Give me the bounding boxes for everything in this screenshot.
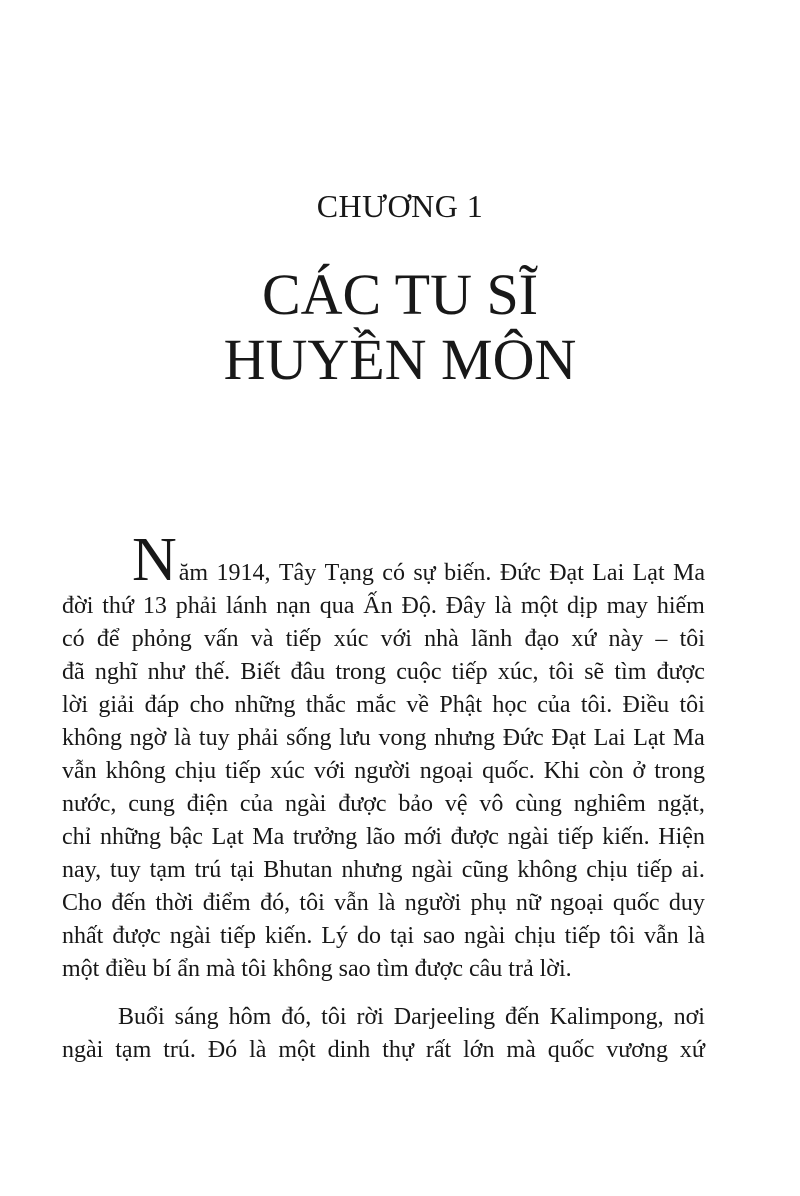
word: trưởng bbox=[292, 824, 358, 850]
word: đã bbox=[62, 659, 85, 685]
word: có bbox=[62, 626, 85, 652]
word: thế. bbox=[194, 659, 231, 685]
word: Đạt bbox=[551, 725, 586, 751]
word: ngoại bbox=[419, 758, 474, 784]
word: những bbox=[234, 692, 296, 718]
paragraph bbox=[62, 526, 705, 986]
paragraph bbox=[62, 1001, 705, 1067]
word: còn bbox=[588, 758, 624, 784]
word: tại bbox=[390, 923, 415, 949]
word: không bbox=[517, 857, 578, 883]
word: mới bbox=[403, 824, 442, 850]
word: – bbox=[655, 626, 668, 652]
word: Hiện bbox=[658, 824, 705, 850]
word: tiếp bbox=[285, 626, 322, 652]
word: của bbox=[239, 791, 274, 817]
text-line bbox=[62, 722, 705, 755]
word: thứ bbox=[102, 593, 134, 619]
word: tạm bbox=[149, 857, 186, 883]
text-line bbox=[62, 887, 705, 920]
word: qua bbox=[319, 593, 355, 619]
word: Đó bbox=[207, 1037, 238, 1063]
word: về bbox=[406, 692, 430, 718]
word: Kalimpong, bbox=[549, 1004, 664, 1030]
word: điểm bbox=[202, 890, 251, 916]
word: cùng bbox=[515, 791, 562, 817]
word: Ma bbox=[672, 725, 705, 751]
word: điện bbox=[186, 791, 229, 817]
word: nhưng bbox=[434, 725, 496, 751]
word: trong bbox=[335, 659, 387, 685]
word: Khi bbox=[543, 758, 580, 784]
word: đâu bbox=[290, 659, 326, 685]
word: dịp bbox=[567, 593, 598, 619]
word: Đức bbox=[502, 725, 544, 751]
word: đó, bbox=[260, 890, 291, 916]
word: được bbox=[112, 923, 161, 949]
word: Ấn bbox=[363, 593, 393, 619]
word: phỏng bbox=[131, 626, 192, 652]
word: tôi bbox=[321, 1004, 347, 1030]
word: cũng bbox=[461, 857, 509, 883]
body-text bbox=[62, 526, 705, 1067]
word: cuộc bbox=[396, 659, 442, 685]
word: tại bbox=[230, 857, 255, 883]
word: có bbox=[382, 560, 405, 586]
word: học bbox=[492, 692, 527, 718]
word: vương bbox=[606, 1037, 668, 1063]
word: mắc bbox=[356, 692, 397, 718]
text-line bbox=[62, 656, 705, 689]
word: Phật bbox=[439, 692, 483, 718]
word: chịu bbox=[514, 923, 556, 949]
word: ngoại bbox=[550, 890, 604, 916]
word: xứ bbox=[571, 626, 597, 652]
word: cho bbox=[189, 692, 225, 718]
word: vẫn bbox=[334, 890, 369, 916]
word: và bbox=[250, 626, 274, 652]
word: là bbox=[378, 890, 396, 916]
word: ngài bbox=[169, 923, 212, 949]
word: xúc, bbox=[497, 659, 539, 685]
word: ngặt, bbox=[657, 791, 705, 817]
word: tìm bbox=[614, 659, 647, 685]
text-line: một điều bí ẩn mà tôi không sao tìm được câu trả lời. bbox=[62, 956, 572, 982]
word: nghiêm bbox=[573, 791, 646, 817]
word: chịu bbox=[174, 758, 217, 784]
word: ngài bbox=[62, 1037, 104, 1063]
word: để bbox=[96, 626, 120, 652]
text-line bbox=[62, 623, 705, 656]
word: được bbox=[450, 824, 499, 850]
word: dinh bbox=[327, 1037, 371, 1063]
word: nhưng bbox=[341, 857, 403, 883]
word: Lý bbox=[321, 923, 349, 949]
word: lưu bbox=[339, 725, 371, 751]
word: hiếm bbox=[656, 593, 705, 619]
chapter-title-line-1: CÁC TU SĨ bbox=[261, 262, 539, 327]
word: bậc bbox=[169, 824, 203, 850]
word: tôi bbox=[679, 626, 705, 652]
word: giải bbox=[98, 692, 135, 718]
word: may bbox=[606, 593, 648, 619]
word: đạo bbox=[524, 626, 560, 652]
word: không bbox=[62, 725, 122, 751]
word: mà bbox=[506, 1037, 536, 1063]
word: lời bbox=[62, 692, 89, 718]
word: tiếp bbox=[225, 758, 262, 784]
word: thắc bbox=[305, 692, 346, 718]
word: phải bbox=[237, 725, 279, 751]
word: nhất bbox=[62, 923, 104, 949]
word: quốc. bbox=[482, 758, 535, 784]
word: 1914, bbox=[216, 560, 271, 586]
text-line bbox=[62, 689, 705, 722]
word: sáng bbox=[174, 1004, 219, 1030]
word: nạn bbox=[276, 593, 311, 619]
word: rời bbox=[356, 1004, 384, 1030]
word: phải bbox=[175, 593, 218, 619]
word: sẽ bbox=[584, 659, 605, 685]
word: Tây bbox=[278, 560, 317, 586]
chapter-label: CHƯƠNG 1 bbox=[316, 188, 484, 224]
word: tiếp bbox=[564, 923, 601, 949]
word: lánh bbox=[225, 593, 268, 619]
word: như bbox=[147, 659, 185, 685]
word: Độ. bbox=[401, 593, 437, 619]
word: vấn bbox=[203, 626, 239, 652]
word: được bbox=[338, 791, 387, 817]
word: 13 bbox=[142, 593, 167, 619]
word: sự bbox=[413, 560, 436, 586]
word: ngờ bbox=[129, 725, 167, 751]
word: nước, bbox=[62, 791, 117, 817]
word: với bbox=[380, 626, 412, 652]
word: người bbox=[354, 758, 411, 784]
word: cung bbox=[128, 791, 175, 817]
text-line bbox=[62, 854, 705, 887]
word: những bbox=[99, 824, 161, 850]
text-line bbox=[62, 1034, 705, 1067]
word: trong bbox=[654, 758, 705, 784]
word: là bbox=[494, 593, 512, 619]
word: của bbox=[537, 692, 571, 718]
word: biến. bbox=[444, 560, 492, 586]
text-line bbox=[62, 821, 705, 854]
word: một bbox=[520, 593, 559, 619]
word: Ma bbox=[252, 824, 285, 850]
word: Điều bbox=[622, 692, 670, 718]
word: này bbox=[608, 626, 644, 652]
word: tuy bbox=[110, 857, 141, 883]
word: đời bbox=[62, 593, 94, 619]
word: ngài bbox=[464, 923, 506, 949]
text-line bbox=[62, 920, 705, 953]
word: tôi. bbox=[580, 692, 613, 718]
word: xúc bbox=[270, 758, 305, 784]
word: ngài bbox=[285, 791, 327, 817]
text-line bbox=[62, 590, 705, 623]
word: ngài bbox=[507, 824, 549, 850]
word: nay, bbox=[62, 857, 102, 883]
word: ngài bbox=[411, 857, 453, 883]
word: tiếp bbox=[557, 824, 594, 850]
word: tiếp bbox=[636, 857, 673, 883]
word: duy bbox=[668, 890, 705, 916]
word: Năm bbox=[132, 526, 209, 594]
word: Darjeeling bbox=[393, 1004, 496, 1030]
word: Đây bbox=[445, 593, 486, 619]
word: tôi bbox=[299, 890, 325, 916]
word: Lạt bbox=[633, 725, 666, 751]
word: Lạt bbox=[211, 824, 244, 850]
word: ai. bbox=[681, 857, 705, 883]
text-line bbox=[62, 526, 705, 594]
word: hôm bbox=[228, 1004, 272, 1030]
word: do bbox=[357, 923, 382, 949]
word: là bbox=[173, 725, 192, 751]
word: kiến. bbox=[602, 824, 650, 850]
word: Lai bbox=[592, 560, 625, 586]
word: Buổi bbox=[118, 1004, 165, 1030]
word: là bbox=[249, 1037, 267, 1063]
word: đó, bbox=[281, 1004, 312, 1030]
word: Tạng bbox=[324, 560, 374, 586]
word: tôi bbox=[679, 692, 705, 718]
text-line bbox=[62, 755, 705, 788]
chapter-title bbox=[0, 262, 800, 392]
word: ở bbox=[632, 758, 646, 784]
word: đến bbox=[505, 1004, 540, 1030]
text-line bbox=[62, 1001, 705, 1034]
word: thời bbox=[155, 890, 194, 916]
word: sống bbox=[286, 725, 332, 751]
word: nữ bbox=[515, 890, 541, 916]
word: quốc bbox=[612, 890, 660, 916]
word: đáp bbox=[144, 692, 180, 718]
word: Cho bbox=[62, 890, 103, 916]
word: chịu bbox=[586, 857, 628, 883]
word: là bbox=[687, 923, 705, 949]
word: trú. bbox=[163, 1037, 196, 1063]
text-line bbox=[62, 788, 705, 821]
word: vệ bbox=[444, 791, 468, 817]
word: Lai bbox=[593, 725, 626, 751]
word: bảo bbox=[398, 791, 434, 817]
word: Bhutan bbox=[263, 857, 333, 883]
word: nhà bbox=[424, 626, 459, 652]
word: thự bbox=[382, 1037, 414, 1063]
word: tuy bbox=[198, 725, 230, 751]
word: vô bbox=[479, 791, 504, 817]
word: không bbox=[105, 758, 166, 784]
word: chỉ bbox=[62, 824, 92, 850]
word: kiến. bbox=[265, 923, 313, 949]
word: trú bbox=[194, 857, 222, 883]
word: Ma bbox=[673, 560, 705, 586]
word: tôi bbox=[548, 659, 575, 685]
word: tiếp bbox=[451, 659, 488, 685]
word: với bbox=[313, 758, 346, 784]
word: phụ bbox=[470, 890, 507, 916]
word: tôi bbox=[609, 923, 636, 949]
word: đến bbox=[111, 890, 147, 916]
word: một bbox=[278, 1037, 316, 1063]
word: Biết bbox=[240, 659, 281, 685]
word: nơi bbox=[673, 1004, 705, 1030]
word: sao bbox=[423, 923, 456, 949]
word: vẫn bbox=[644, 923, 679, 949]
word: người bbox=[404, 890, 462, 916]
word: tạm bbox=[115, 1037, 152, 1063]
word: Đức bbox=[499, 560, 541, 586]
word: tiếp bbox=[220, 923, 257, 949]
word: vẫn bbox=[62, 758, 97, 784]
word: vong bbox=[378, 725, 427, 751]
chapter-title-line-2: HUYỀN MÔN bbox=[223, 327, 577, 392]
word: nghĩ bbox=[94, 659, 138, 685]
word: lão bbox=[365, 824, 396, 850]
drop-cap: N bbox=[132, 526, 177, 594]
word: xứ bbox=[679, 1037, 705, 1063]
word: rất bbox=[425, 1037, 452, 1063]
word: lớn bbox=[463, 1037, 495, 1063]
word: Lạt bbox=[632, 560, 665, 586]
word: được bbox=[656, 659, 705, 685]
word: Đạt bbox=[549, 560, 584, 586]
word: xúc bbox=[333, 626, 369, 652]
word: quốc bbox=[547, 1037, 595, 1063]
word: lãnh bbox=[470, 626, 513, 652]
